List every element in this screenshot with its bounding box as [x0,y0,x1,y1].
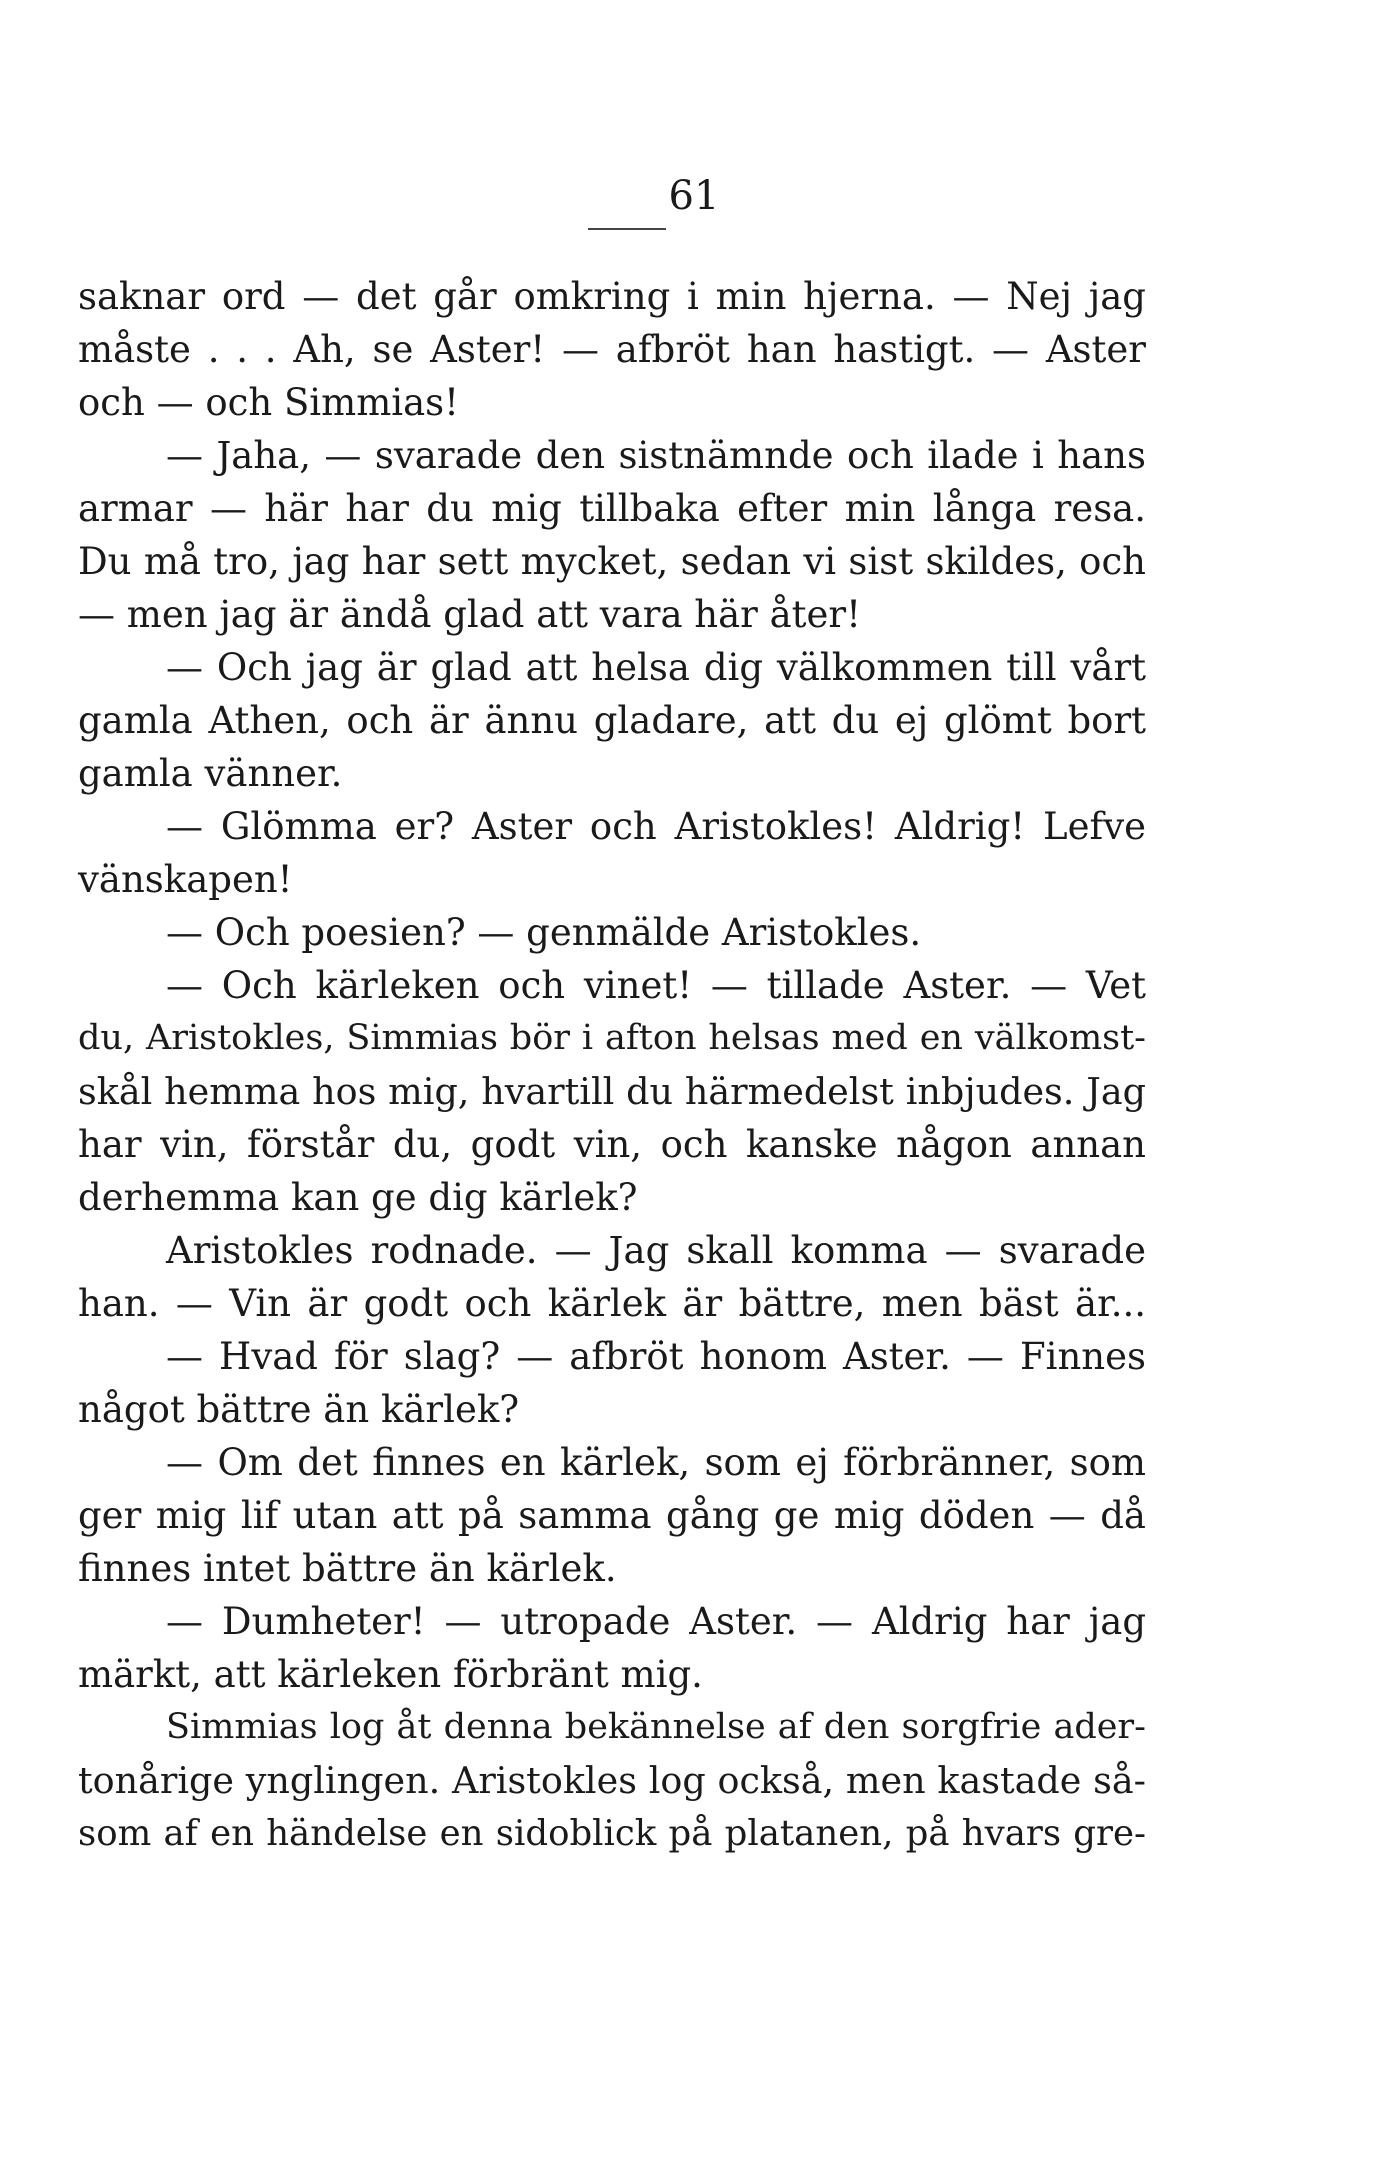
text-line: måste . . . Ah, se Aster! — afbröt han hastigt. — Aster [78,328,1146,371]
text-line: — Om det finnes en kärlek, som ej förbränner, som [166,1441,1146,1484]
text-line: — Dumheter! — utropade Aster. — Aldrig har jag [166,1600,1146,1643]
text-line: något bättre än kärlek? [78,1388,520,1431]
text-line: han. — Vin är godt och kärlek är bättre, men bäst är... [78,1282,1146,1325]
text-line: — Glömma er? Aster och Aristokles! Aldrig! Lefve [166,805,1146,848]
text-line: gamla Athen, och är ännu gladare, att du ej glömt bort [78,699,1146,742]
text-line: — Hvad för slag? — afbröt honom Aster. — Finnes [166,1335,1146,1378]
text-line: Simmias log åt denna bekännelse af den sorgfrie ader- [166,1707,1146,1747]
text-line: vänskapen! [78,858,293,901]
text-line: tonårige ynglingen. Aristokles log också, men kastade så- [78,1759,1146,1802]
page-number-rule [588,228,666,230]
page-number: 61 [668,173,720,219]
text-line: armar — här har du mig tillbaka efter min långa resa. [78,487,1146,530]
text-line: Du må tro, jag har sett mycket, sedan vi sist skildes, och [78,540,1146,583]
text-line: gamla vänner. [78,752,343,795]
text-line: ger mig lif utan att på samma gång ge mig döden — då [78,1494,1146,1537]
text-line: — Och kärleken och vinet! — tillade Aster. — Vet [166,964,1146,1007]
text-line: skål hemma hos mig, hvartill du härmedelst inbjudes. Jag [78,1070,1146,1113]
text-line: märkt, att kärleken förbränt mig. [78,1653,703,1696]
text-line: derhemma kan ge dig kärlek? [78,1176,638,1219]
text-line: Aristokles rodnade. — Jag skall komma — svarade [166,1229,1146,1272]
text-line: finnes intet bättre än kärlek. [78,1547,617,1590]
body-text [78,270,1146,1860]
text-line: — Och poesien? — genmälde Aristokles. [166,911,922,954]
text-line: — Och jag är glad att helsa dig välkommen till vårt [166,646,1146,689]
text-line: — men jag är ändå glad att vara här åter! [78,593,861,636]
text-line: och — och Simmias! [78,381,460,424]
text-line: — Jaha, — svarade den sistnämnde och ilade i hans [166,434,1146,477]
text-line: saknar ord — det går omkring i min hjerna. — Nej jag [78,275,1146,318]
text-line: du, Aristokles, Simmias bör i afton helsas med en välkomst- [78,1018,1146,1058]
text-line: har vin, förstår du, godt vin, och kanske någon annan [78,1123,1146,1166]
text-line: som af en händelse en sidoblick på platanen, på hvars gre- [78,1813,1146,1854]
